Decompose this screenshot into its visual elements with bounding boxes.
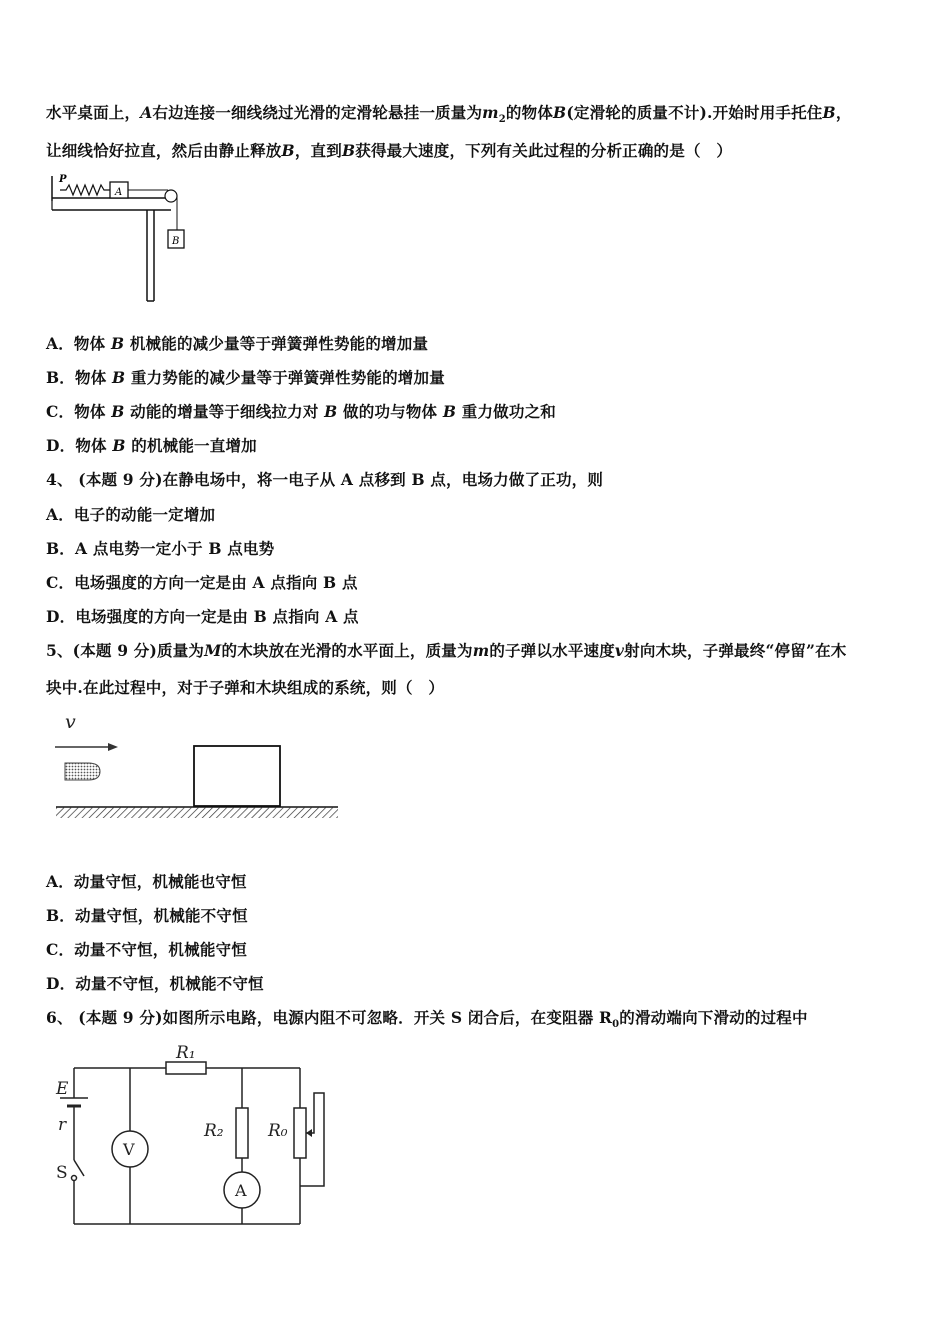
ground-hatching	[56, 807, 338, 818]
switch-label: S	[56, 1163, 68, 1183]
q6-stem: 6、 (本题 9 分)如图所示电路，电源内阻不可忽略．开关 S 闭合后，在变阻器 $R_0$的滑动端向下滑动的过程中	[46, 1008, 808, 1031]
q3-option-a: A．物体 B 机械能的减少量等于弹簧弹性势能的增加量	[46, 334, 429, 353]
velocity-label: v	[65, 711, 76, 733]
q5-option-a: A．动量守恒，机械能也守恒	[46, 872, 247, 891]
q4-option-c: C．电场强度的方向一定是由 A 点指向 B 点	[46, 573, 358, 592]
internal-resistance-label: r	[58, 1115, 67, 1135]
q5-bullet-block-figure	[50, 708, 350, 826]
q5-option-c: C．动量不守恒，机械能守恒	[46, 940, 247, 959]
q3-stem-line-2: 让细线恰好拉直，然后由静止释放B，直到B获得最大速度，下列有关此过程的分析正确的是（ ）	[46, 141, 733, 160]
q5-option-b: B．动量守恒，机械能不守恒	[46, 906, 248, 925]
wooden-block	[194, 746, 280, 806]
q4-stem: 4、 (本题 9 分)在静电场中，将一电子从 A 点移到 B 点，电场力做了正功，则	[46, 470, 604, 489]
point-p-label: P	[59, 174, 67, 185]
q3-spring-pulley-figure	[46, 168, 196, 308]
emf-label: E	[56, 1079, 69, 1099]
q4-option-a: A．电子的动能一定增加	[46, 505, 216, 524]
q5-option-d: D．动量不守恒，机械能不守恒	[46, 974, 264, 993]
voltmeter-label: V	[123, 1140, 135, 1159]
q3-option-d: D．物体 B 的机械能一直增加	[46, 436, 257, 455]
q5-stem-line-1: 5、(本题 9 分)质量为M的木块放在光滑的水平面上，质量为m的子弹以水平速度v射向木块，子弹最终“停留”在木	[46, 641, 847, 660]
r2-label: R₂	[204, 1121, 224, 1141]
block-a-label: A	[115, 187, 123, 198]
q5-stem-line-2: 块中.在此过程中，对于子弹和木块组成的系统，则（ ）	[46, 678, 445, 697]
ammeter-label: A	[235, 1181, 247, 1200]
r1-label: R₁	[176, 1043, 196, 1063]
q4-option-b: B．A 点电势一定小于 B 点电势	[46, 539, 275, 558]
q4-option-d: D．电场强度的方向一定是由 B 点指向 A 点	[46, 607, 359, 626]
block-b-label: B	[172, 236, 180, 247]
q3-option-b: B．物体 B 重力势能的减少量等于弹簧弹性势能的增加量	[46, 368, 445, 387]
q3-option-c: C．物体 B 动能的增量等于细线拉力对 B 做的功与物体 B 重力做功之和	[46, 402, 556, 421]
q6-circuit-diagram	[46, 1038, 346, 1233]
r0-label: R₀	[268, 1121, 288, 1141]
q3-stem-line-1: 水平桌面上，A右边连接一细线绕过光滑的定滑轮悬挂一质量为$m_2$的物体B(定滑轮的质量不计).开始时用手托住B，	[46, 103, 852, 126]
